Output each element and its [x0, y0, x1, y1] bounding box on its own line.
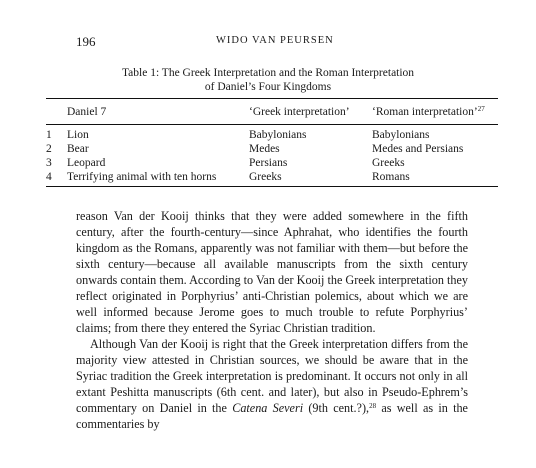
paragraph-2-text-a: Although Van der Kooij is right that the Greek interpretation differs from the majority view attested in Christian sources, we should be aware that in the Syriac tradition the Greek interpretation is predominant. It occurs not only in all extant Peshitta manuscripts (6th cent. and later), but also in Pseudo-Ephrem’s commentary on Daniel in the	[76, 337, 468, 415]
catena-severi-title: Catena Severi	[232, 401, 304, 415]
running-head	[0, 34, 536, 50]
row-daniel: Bear	[67, 143, 89, 155]
row-number: 1	[46, 129, 52, 141]
paragraph-2	[76, 336, 468, 432]
header-greek: ‘Greek interpretation’	[249, 106, 350, 118]
row-number: 2	[46, 143, 52, 155]
row-daniel: Leopard	[67, 157, 106, 169]
row-number: 3	[46, 157, 52, 169]
row-greek: Persians	[249, 157, 288, 169]
running-title: WIDO VAN PEURSEN	[216, 35, 334, 46]
row-roman: Greeks	[372, 157, 405, 169]
row-greek: Babylonians	[249, 129, 307, 141]
table-caption-line2: of Daniel’s Four Kingdoms	[204, 81, 332, 93]
row-greek: Greeks	[249, 171, 282, 183]
footnote-ref-28: 28	[369, 402, 377, 410]
row-roman: Romans	[372, 171, 410, 183]
table-header-rule	[46, 124, 498, 125]
header-daniel: Daniel 7	[67, 106, 107, 118]
row-daniel: Terrifying animal with ten horns	[67, 171, 217, 183]
header-roman	[372, 105, 485, 119]
row-greek: Medes	[249, 143, 280, 155]
paragraph-2-text-c: as well as in the commentaries by	[76, 401, 468, 431]
body-text	[76, 208, 468, 432]
footnote-ref-27: 27	[477, 105, 485, 113]
table-caption-line1: Table 1: The Greek Interpretation and the Roman Interpretation	[121, 67, 415, 79]
header-roman-label: ‘Roman interpretation’	[372, 106, 478, 118]
row-number: 4	[46, 171, 52, 183]
table-top-rule	[46, 98, 498, 99]
table-bottom-rule	[46, 186, 498, 187]
paragraph-1: reason Van der Kooij thinks that they were added somewhere in the fifth century, after the fourth-century—since Aphrahat, who identifies the fourth kingdom as the Romans, apparently was not familiar with them—but before the sixth century—because all available manuscripts from the sixth century onwards contain them. According to Van der Kooij the Greek interpretation they reflect originated in Porphyrius’ anti-Christian polemics, about which we are well informed because Jerome goes to much trouble to refute Porphyrius’ claims; from there they entered the Syriac Christian tradition.	[76, 209, 468, 335]
row-roman: Medes and Persians	[372, 143, 464, 155]
row-daniel: Lion	[67, 129, 89, 141]
row-roman: Babylonians	[372, 129, 430, 141]
page-number: 196	[76, 34, 96, 49]
table-caption	[0, 66, 536, 94]
paragraph-2-text-b: (9th cent.?),	[303, 401, 370, 415]
